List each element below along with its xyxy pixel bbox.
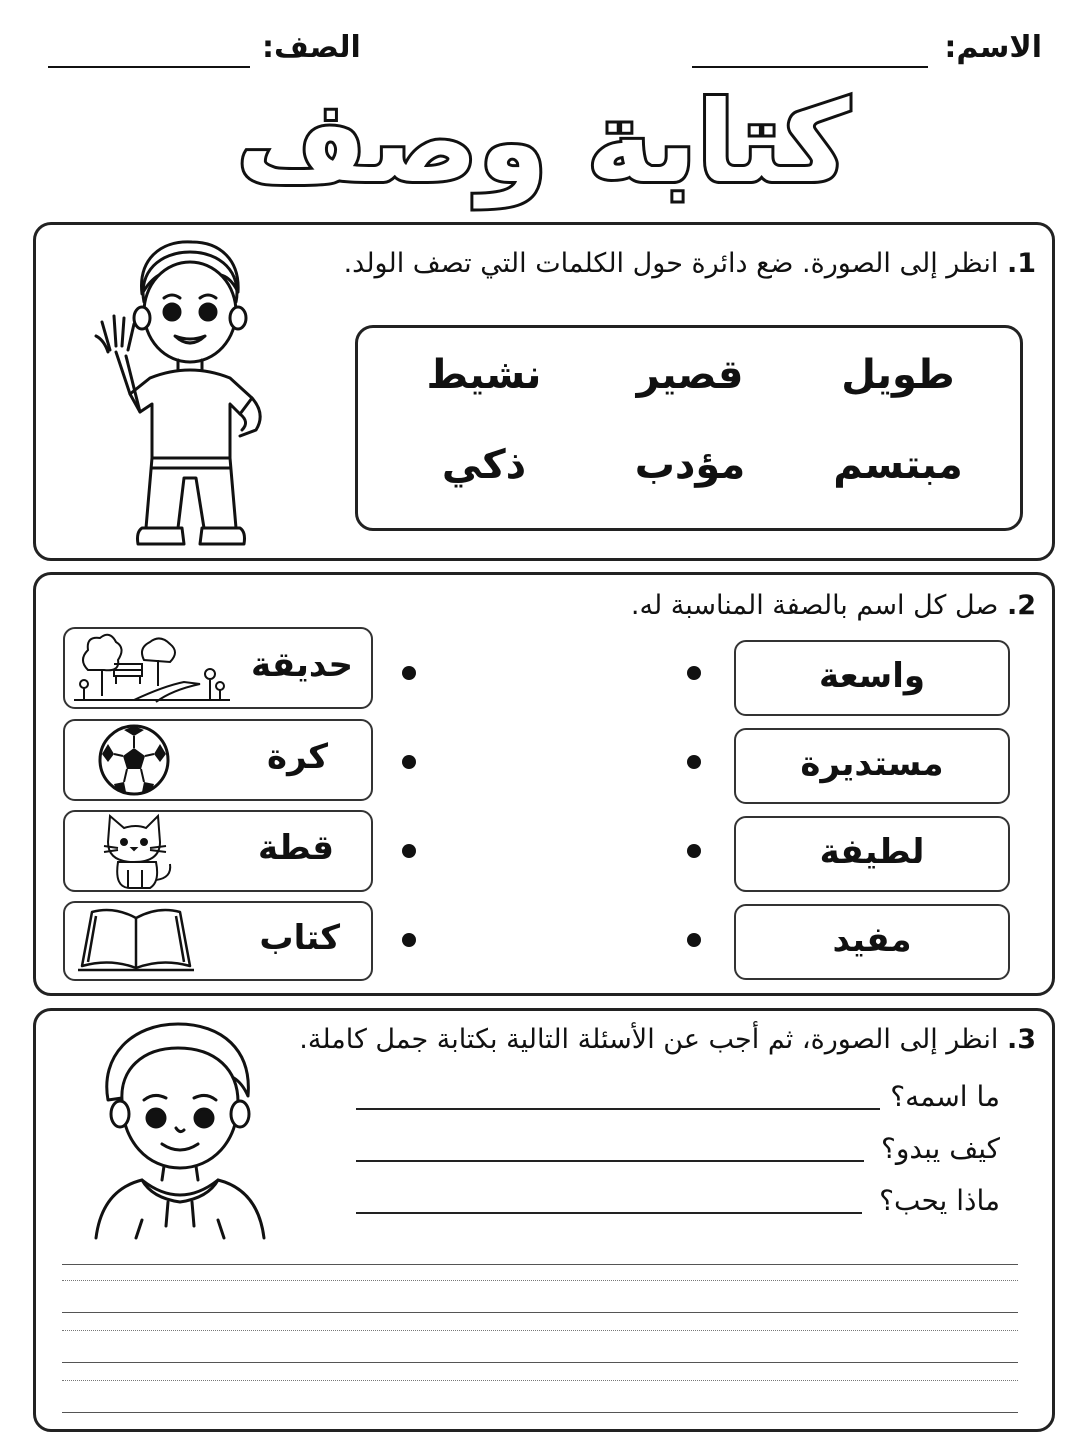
adjective-dot[interactable] bbox=[687, 755, 701, 769]
question-2: كيف يبدو؟ bbox=[881, 1132, 1000, 1165]
writing-line[interactable] bbox=[62, 1412, 1018, 1413]
adjective-card bbox=[734, 640, 1010, 716]
class-field[interactable] bbox=[48, 66, 250, 68]
word-option-3[interactable]: نشيط bbox=[426, 352, 542, 398]
name-label: الاسم: bbox=[944, 30, 1042, 65]
question-3: ماذا يحب؟ bbox=[879, 1184, 1000, 1217]
word-option-4[interactable]: مبتسم bbox=[833, 442, 963, 488]
adjective-card bbox=[734, 816, 1010, 892]
adjective-card bbox=[734, 728, 1010, 804]
writing-guide-line bbox=[62, 1380, 1018, 1381]
waving-boy-illustration bbox=[80, 232, 280, 552]
section-1-instruction bbox=[344, 248, 1036, 279]
boy-portrait-illustration bbox=[92, 1020, 270, 1242]
section-3-instruction bbox=[299, 1024, 1036, 1055]
adjective-label: مفيد bbox=[832, 920, 912, 960]
adjective-dot[interactable] bbox=[687, 844, 701, 858]
writing-line[interactable] bbox=[62, 1362, 1018, 1363]
word-option-2[interactable]: قصير bbox=[636, 352, 744, 398]
section-2-number: 2. bbox=[1006, 590, 1036, 621]
answer-line-3[interactable] bbox=[356, 1212, 862, 1214]
adjective-dot[interactable] bbox=[687, 666, 701, 680]
section-3-text: انظر إلى الصورة، ثم أجب عن الأسئلة التالية بكتابة جمل كاملة. bbox=[299, 1024, 999, 1055]
writing-guide-line bbox=[62, 1330, 1018, 1331]
writing-line[interactable] bbox=[62, 1264, 1018, 1265]
section-1-number: 1. bbox=[1006, 248, 1036, 279]
word-option-6[interactable]: ذكي bbox=[441, 442, 527, 488]
adjective-label: مستديرة bbox=[800, 744, 944, 784]
question-1: ما اسمه؟ bbox=[890, 1080, 1000, 1113]
soccer-ball-icon bbox=[98, 724, 170, 796]
noun-label: كرة bbox=[267, 737, 328, 777]
section-3-number: 3. bbox=[1006, 1024, 1036, 1055]
noun-dot[interactable] bbox=[402, 666, 416, 680]
noun-label: حديقة bbox=[251, 645, 353, 685]
name-field[interactable] bbox=[692, 66, 928, 68]
writing-line[interactable] bbox=[62, 1312, 1018, 1313]
adjective-label: لطيفة bbox=[819, 832, 925, 872]
adjective-label: واسعة bbox=[818, 656, 926, 696]
word-option-5[interactable]: مؤدب bbox=[634, 442, 746, 488]
section-2-text: صل كل اسم بالصفة المناسبة له. bbox=[630, 590, 999, 621]
writing-guide-line bbox=[62, 1280, 1018, 1281]
open-book-icon bbox=[78, 904, 194, 974]
noun-dot[interactable] bbox=[402, 933, 416, 947]
noun-label: قطة bbox=[257, 828, 334, 868]
noun-dot[interactable] bbox=[402, 755, 416, 769]
garden-icon bbox=[74, 630, 230, 704]
section-2-instruction bbox=[631, 590, 1036, 621]
answer-line-1[interactable] bbox=[356, 1108, 880, 1110]
answer-line-2[interactable] bbox=[356, 1160, 864, 1162]
page-title: كتابة وصف bbox=[236, 78, 850, 208]
word-option-1[interactable]: طويل bbox=[841, 352, 955, 398]
noun-dot[interactable] bbox=[402, 844, 416, 858]
class-label: الصف: bbox=[262, 30, 361, 65]
cat-icon bbox=[100, 812, 176, 890]
adjective-card bbox=[734, 904, 1010, 980]
section-1-text: انظر إلى الصورة. ضع دائرة حول الكلمات التي تصف الولد. bbox=[343, 248, 999, 279]
adjective-dot[interactable] bbox=[687, 933, 701, 947]
noun-label: كتاب bbox=[259, 918, 340, 958]
